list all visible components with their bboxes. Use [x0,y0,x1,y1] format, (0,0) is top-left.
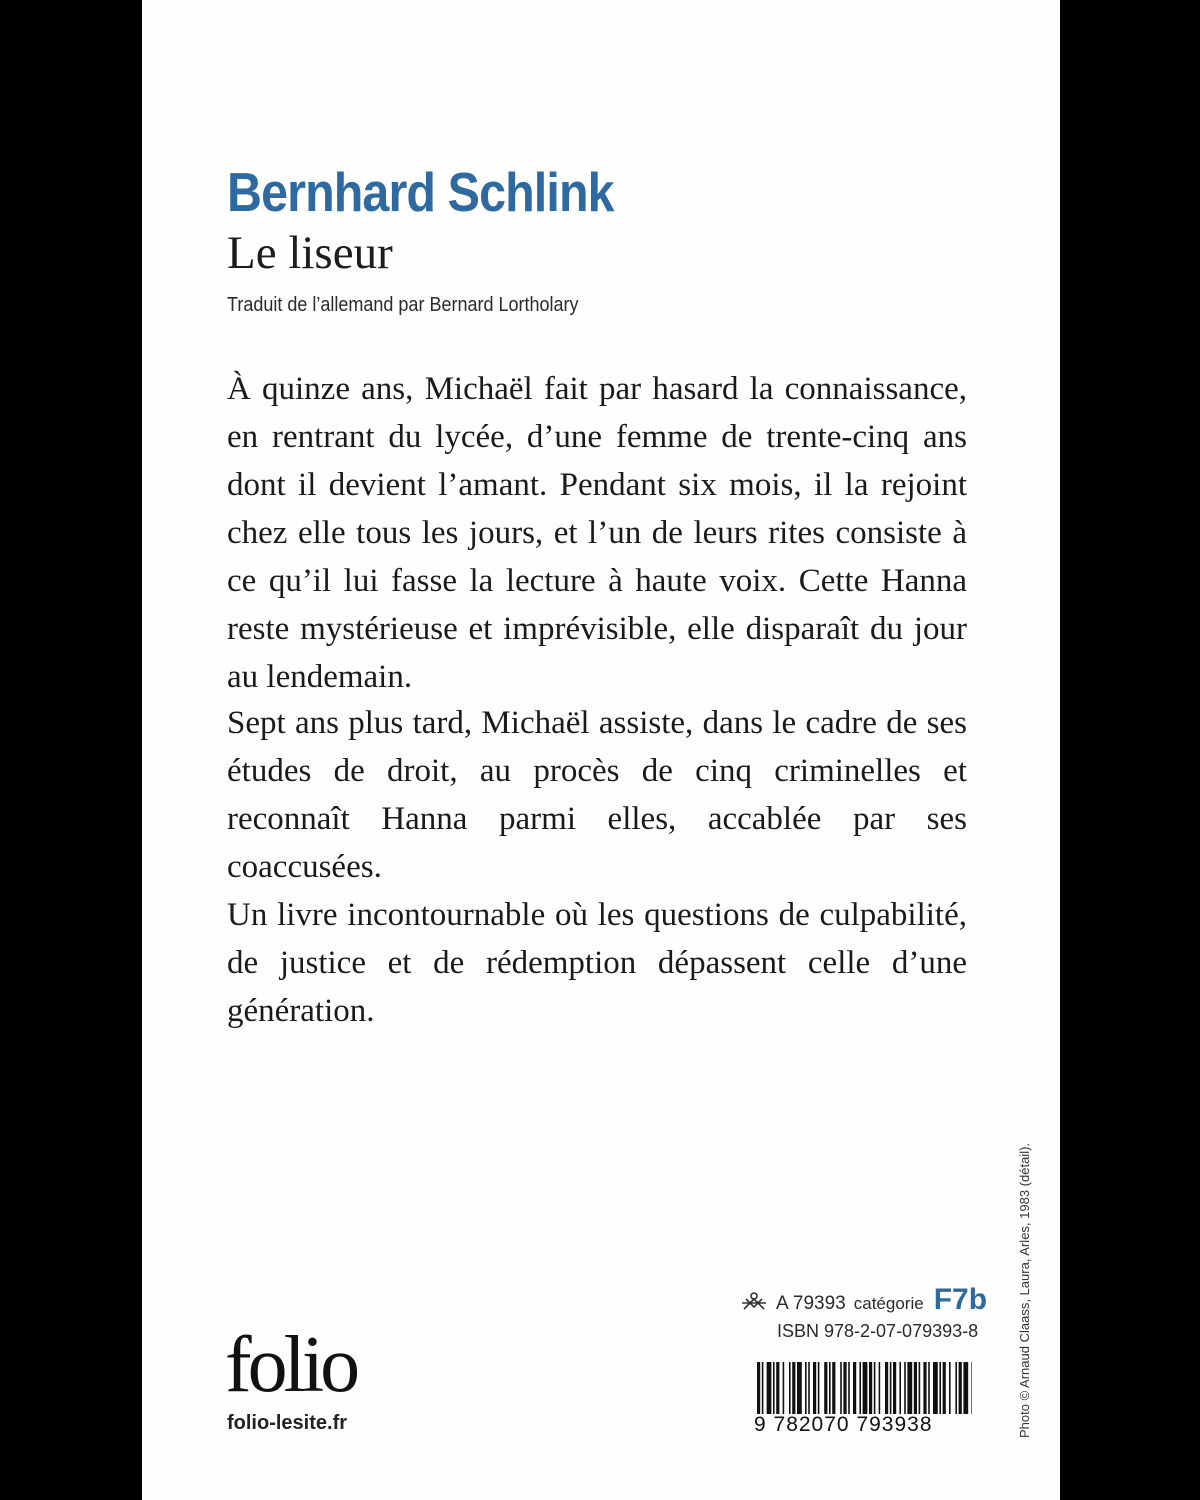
gallimard-logo-icon [740,1291,768,1313]
blurb-paragraph-3: Un livre incontournable où les questions de culpabilité, de justice et de rédemption dépassent celle d’une génération. [227,897,967,1029]
catalog-code: A 79393 [776,1293,846,1314]
barcode-digits: 9 782070 793938 [754,1413,933,1436]
translator-line: Traduit de l’allemand par Bernard Lortholary [227,294,579,316]
back-cover [142,0,1060,1500]
author-name: Bernhard Schlink [227,161,614,223]
website: folio-lesite.fr [227,1412,348,1434]
book-title: Le liseur [227,227,393,279]
category-value: F7b [933,1283,988,1316]
photo-credit: Photo © Arnaud Claass, Laura, Arles, 1983 (détail). [1017,1142,1032,1438]
category-label: catégorie [853,1294,924,1313]
catalog-codes [740,1283,987,1342]
isbn: ISBN 978-2-07-079393-8 [777,1321,979,1341]
blurb-paragraph-1: À quinze ans, Michaël fait par hasard la connaissance, en rentrant du lycée, d’une femme de trente-cinq ans dont il devient l’amant. Pendant six mois, il la rejoint chez elle tous les jours, et l’un de leurs rites consiste à ce qu’il lui fasse la lecture à haute voix. Cette Hanna reste mystérieuse et imprévisible, elle disparaît du jour au lendemain. [227,371,967,695]
publisher-logo: folio [225,1321,357,1409]
blurb-paragraph-2: Sept ans plus tard, Michaël assiste, dans le cadre de ses études de droit, au procès de cinq criminelles et reconnaît Hanna parmi elles, accablée par ses coaccusées. [227,705,967,885]
